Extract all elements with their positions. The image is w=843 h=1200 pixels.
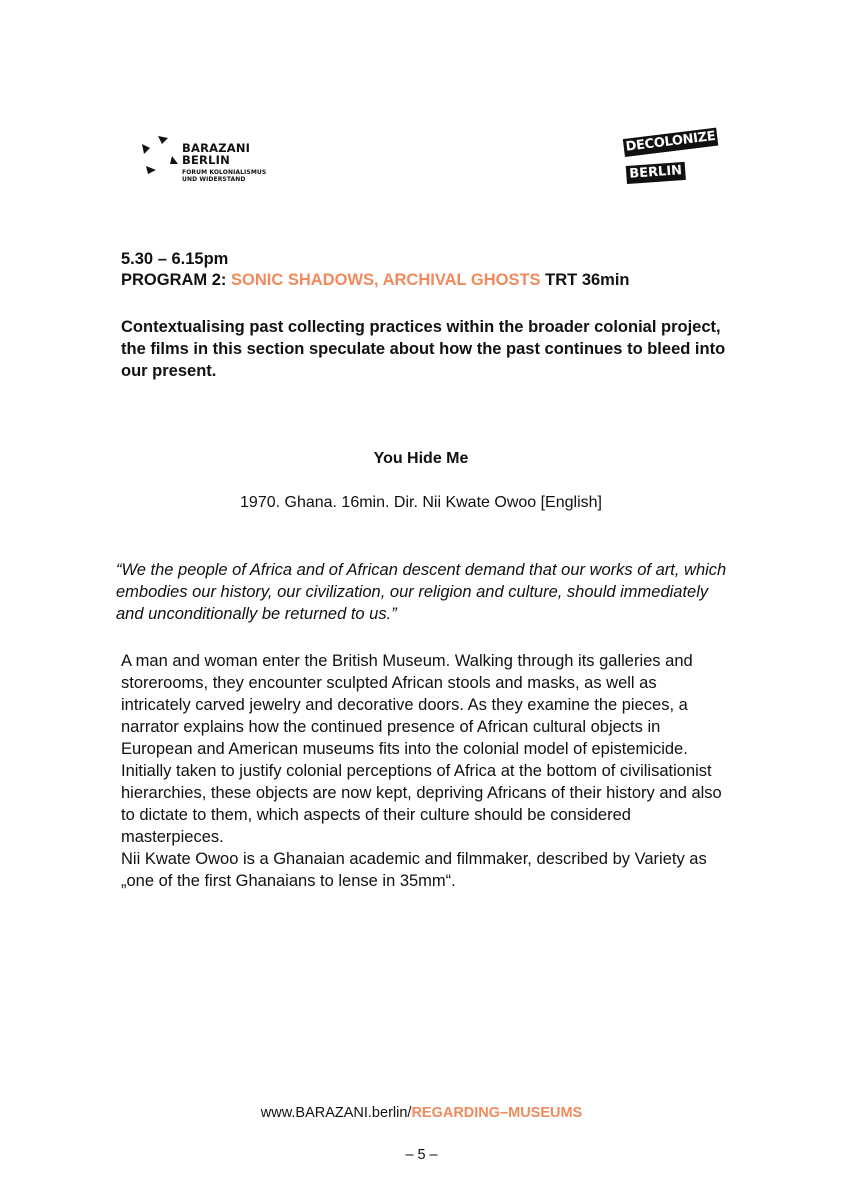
footer-url-path: REGARDING–MUSEUMS <box>411 1105 583 1121</box>
logo-tagline <box>182 169 266 183</box>
film-description: A man and woman enter the British Museum. Walking through its galleries and storerooms, they encounter sculpted African stools and masks, as well as intricately carved jewelry and decorative doors. As they examine the pieces, a narrator explains how the continued presence of African cultural objects in European and American museums fits into the colonial model of epistemicide. Initially taken to justify colonial perceptions of Africa at the bottom of civilisationist hierarchies, these objects are now kept, depriving Africans of their history and also to dictate to them, which aspects of their culture should be considered masterpieces. <box>121 652 722 846</box>
barazani-berlin-logo <box>138 134 278 194</box>
program-label: PROGRAM 2: <box>121 271 227 289</box>
decolonize-logo-line2: BERLIN <box>626 162 686 184</box>
logo-tagline-line2: UND WIDERSTAND <box>182 176 246 183</box>
footer-url[interactable] <box>0 1104 843 1122</box>
logo-name-line1: BARAZANI <box>182 141 251 155</box>
film-meta: 1970. Ghana. 16min. Dir. Nii Kwate Owoo [English] <box>240 494 602 511</box>
decolonize-berlin-logo <box>624 128 717 191</box>
page-number: – 5 – <box>405 1147 438 1163</box>
film-quote: “We the people of Africa and of African descent demand that our works of art, which embodies our history, our civilization, our religion and culture, should immediately and unconditionally be returned to us.” <box>116 561 727 623</box>
film-description-block <box>121 650 727 892</box>
barazani-triangles-icon <box>138 134 180 180</box>
program-heading <box>121 270 630 291</box>
logo-tagline-line1: FORUM KOLONIALISMUS <box>182 169 267 176</box>
program-time: 5.30 – 6.15pm <box>121 250 229 268</box>
program-intro: Contextualising past collecting practices within the broader colonial project, the films in this section speculate about how the past continues to bleed into our present. <box>121 318 726 380</box>
decolonize-logo-line1: DECOLONIZE <box>623 128 719 157</box>
program-title: SONIC SHADOWS, ARCHIVAL GHOSTS <box>231 271 541 289</box>
logo-name-line2: BERLIN <box>182 153 230 167</box>
footer-url-prefix: www.BARAZANI.berlin/ <box>260 1105 412 1121</box>
program-runtime: TRT 36min <box>545 271 630 289</box>
film-director-bio: Nii Kwate Owoo is a Ghanaian academic and filmmaker, described by Variety as „one of the first Ghanaians to lense in 35mm“. <box>121 850 707 890</box>
logo-wordmark <box>182 142 250 166</box>
film-title: You Hide Me <box>373 450 469 467</box>
